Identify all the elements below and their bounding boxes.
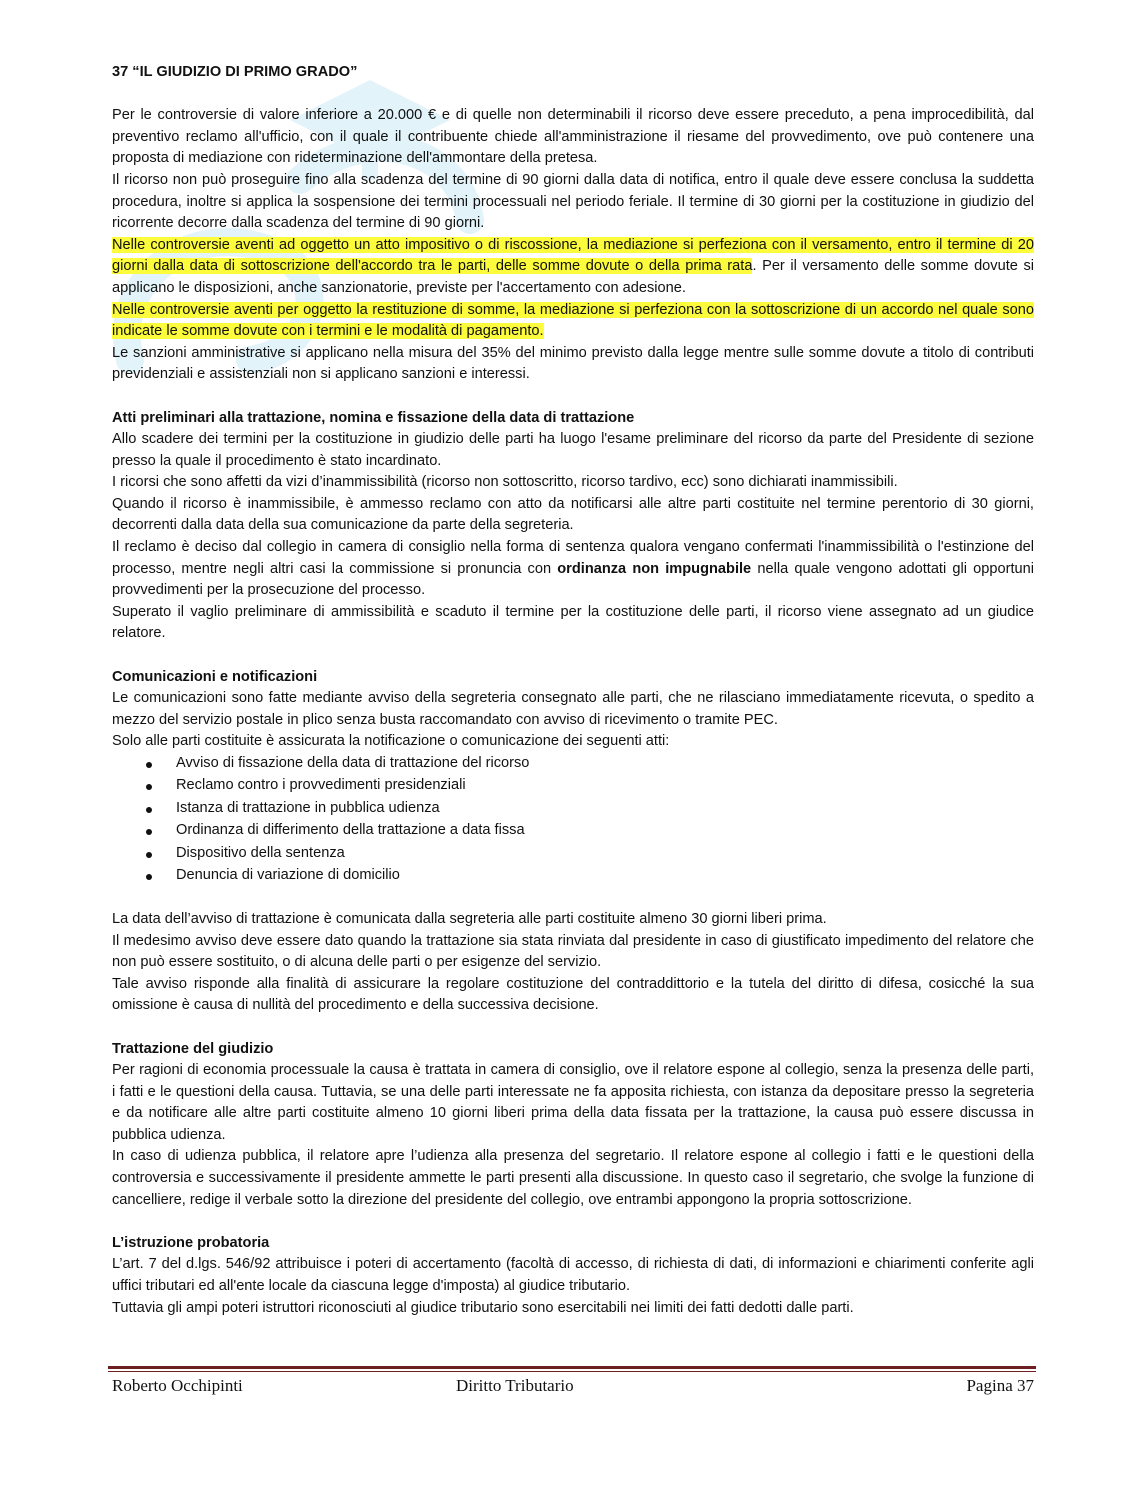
section2-paragraph-1: Le comunicazioni sono fatte mediante avviso della segreteria consegnato alle parti, che ne rilasciano immediatamente ricevuta, o spedito a mezzo del servizio postale in plico senza busta raccomandato con avviso di ricevimento o tramite PEC. bbox=[112, 690, 1034, 728]
section2-paragraph-4: Il medesimo avviso deve essere dato quando la trattazione sia stata rinviata dal presidente in caso di giustificato impedimento del relatore che non può essere sostituito, o di alcuna delle parti o per esigenze del servizio. bbox=[112, 932, 1034, 971]
section3-paragraph-1: Per ragioni di economia processuale la causa è trattata in camera di consiglio, ove il relatore espone al collegio, senza la presenza delle parti, i fatti e le questioni della causa. Tuttavia, se una delle parti interessate ne fa apposita richiesta, con istanza da depositare presso la segreteria e da notificare alle altre parti costituite almeno 10 giorni liberi prima della data fissata per la trattazione, la causa può essere discussa in pubblica udienza. bbox=[112, 1062, 1034, 1143]
list-item bbox=[146, 820, 1034, 842]
page-footer bbox=[112, 1376, 1034, 1400]
section4-paragraph-2: Tuttavia gli ampi poteri istruttori riconosciuti al giudice tributario sono esercitabili nei limiti dei fatti dedotti dalle parti. bbox=[112, 1299, 854, 1316]
intro-paragraph-4 bbox=[112, 300, 1034, 343]
footer-divider bbox=[108, 1366, 1036, 1369]
list-item-text: Istanza di trattazione in pubblica udienza bbox=[176, 799, 440, 816]
section-heading-istruzione: L’istruzione probatoria bbox=[112, 1234, 270, 1251]
list-item-text: Dispositivo della sentenza bbox=[176, 844, 345, 861]
bullet-dot-icon bbox=[146, 874, 152, 880]
document-page bbox=[112, 62, 1034, 1319]
bullet-dot-icon bbox=[146, 807, 152, 813]
section4-paragraph-1: L’art. 7 del d.lgs. 546/92 attribuisce i poteri di accertamento (facoltà di accesso, di richiesta di dati, di informazioni e chiarimenti conferite agli uffici tributari ed all'ente locale da ciascuna legge d'imposta) al giudice tributario. bbox=[112, 1256, 1034, 1295]
section-heading-trattazione: Trattazione del giudizio bbox=[112, 1040, 274, 1057]
list-item bbox=[146, 753, 1034, 775]
paragraph-text: Il reclamo è deciso dal collegio in camera di consiglio nella forma di sentenza qualora vengano confermati l'inammissibilità o l'estinzione del processo, mentre negli altri casi la commissione si pronuncia con bbox=[112, 539, 1034, 577]
list-item-text: Avviso di fissazione della data di trattazione del ricorso bbox=[176, 755, 530, 771]
bullet-dot-icon bbox=[146, 784, 152, 790]
list-item bbox=[146, 843, 1034, 865]
highlighted-text: Nelle controversie aventi ad oggetto un atto impositivo o di riscossione, la mediazione si perfeziona con il versamento, entro il termine di 20 giorni dalla data di sottoscrizione dell'accordo tra le parti, delle somme dovute o della prima rata bbox=[112, 236, 1034, 275]
intro-paragraph-5: Le sanzioni amministrative si applicano nella misura del 35% del minimo previsto dalla legge mentre sulle somme dovute a titolo di contributi previdenziali e assistenziali non si applicano sanzioni e interessi. bbox=[112, 344, 1034, 383]
list-item bbox=[146, 865, 1034, 887]
section1-paragraph-1: Allo scadere dei termini per la costituzione in giudizio delle parti ha luogo l'esame preliminare del ricorso da parte del Presidente di sezione presso la quale il procedimento è stato incardinato. bbox=[112, 431, 1034, 469]
section2-paragraph-5: Tale avviso risponde alla finalità di assicurare la regolare costituzione del contraddittorio e la tutela del diritto di difesa, cosicché la sua omissione è causa di nullità del procedimento e della successiva decisione. bbox=[112, 975, 1034, 1014]
bullet-dot-icon bbox=[146, 852, 152, 858]
list-item-text: Ordinanza di differimento della trattazione a data fissa bbox=[176, 822, 525, 839]
intro-paragraph-2: Il ricorso non può proseguire fino alla scadenza del termine di 90 giorni dalla data di notifica, entro il quale deve essere conclusa la suddetta procedura, inoltre si applica la sospensione dei termini processuali nel periodo feriale. Il termine di 30 giorni per la costituzione in giudizio del ricorrente decorre dalla scadenza del termine di 90 giorni. bbox=[112, 171, 1034, 232]
section-heading-comunicazioni: Comunicazioni e notificazioni bbox=[112, 668, 318, 685]
section1-paragraph-5: Superato il vaglio preliminare di ammissibilità e scaduto il termine per la costituzione delle parti, il ricorso viene assegnato ad un giudice relatore. bbox=[112, 603, 1034, 642]
footer-subject: Diritto Tributario bbox=[456, 1376, 574, 1395]
section1-paragraph-3: Quando il ricorso è inammissibile, è ammesso reclamo con atto da notificarsi alle altre parti costituite nel termine perentorio di 30 giorni, decorrenti dalla data della sua comunicazione da parte della segreteria. bbox=[112, 495, 1034, 534]
section3-paragraph-2: In caso di udienza pubblica, il relatore apre l’udienza alla presenza del segretario. Il relatore espone al collegio i fatti e le questioni della controversia e successivamente il presidente ammette le parti presenti alla discussione. In questo caso il segretario, che svolge la funzione di cancelliere, redige il verbale sotto la direzione del presidente del collegio, ove entrambi appongono la propria sottoscrizione. bbox=[112, 1148, 1034, 1208]
section1-paragraph-4 bbox=[112, 537, 1034, 602]
footer-author: Roberto Occhipinti bbox=[112, 1376, 243, 1395]
bullet-list bbox=[112, 753, 1034, 887]
intro-paragraph-1: Per le controversie di valore inferiore a 20.000 € e di quelle non determinabili il ricorso deve essere preceduto, a pena improcedibilità, dal preventivo reclamo all'ufficio, con il quale il contribuente chiede all'amministrazione il riesame del provvedimento, ove può contenere una proposta di mediazione con rideterminazione dell'ammontare della pretesa. bbox=[112, 107, 1034, 167]
section1-paragraph-2: I ricorsi che sono affetti da vizi d’inammissibilità (ricorso non sottoscritto, ricorso tardivo, ecc) sono dichiarati inammissibili. bbox=[112, 474, 898, 491]
list-item-text: Reclamo contro i provvedimenti presidenziali bbox=[176, 777, 466, 794]
spacer bbox=[112, 887, 1034, 909]
highlighted-text: Nelle controversie aventi per oggetto la restituzione di somme, la mediazione si perfeziona con la sottoscrizione di un accordo nel quale sono indicate le somme dovute con i termini e le modalità di pagamento. bbox=[112, 301, 1034, 340]
paragraph-text: nella quale vengono adottati gli opportuni provvedimenti per la prosecuzione del processo. bbox=[112, 560, 1034, 599]
section2-paragraph-3: La data dell’avviso di trattazione è comunicata dalla segreteria alle parti costituite almeno 30 giorni liberi prima. bbox=[112, 910, 827, 927]
bold-text: ordinanza non impugnabile bbox=[557, 560, 752, 577]
intro-paragraph-3 bbox=[112, 235, 1034, 300]
paragraph-text: . Per il versamento delle somme dovute si applicano le disposizioni, anche sanzionatorie, previste per l'accertamento con adesione. bbox=[112, 258, 1034, 296]
footer-divider-thin bbox=[108, 1371, 1036, 1372]
footer-page-number: Pagina 37 bbox=[966, 1376, 1034, 1395]
bullet-dot-icon bbox=[146, 829, 152, 835]
list-item-text: Denuncia di variazione di domicilio bbox=[176, 866, 400, 883]
section-heading-atti-preliminari: Atti preliminari alla trattazione, nomina e fissazione della data di trattazione bbox=[112, 409, 635, 426]
list-item bbox=[146, 798, 1034, 820]
chapter-title: 37 “IL GIUDIZIO DI PRIMO GRADO” bbox=[112, 64, 358, 80]
list-item bbox=[146, 775, 1034, 797]
bullet-dot-icon bbox=[146, 762, 152, 768]
section2-paragraph-2: Solo alle parti costituite è assicurata la notificazione o comunicazione dei seguenti atti: bbox=[112, 733, 670, 750]
